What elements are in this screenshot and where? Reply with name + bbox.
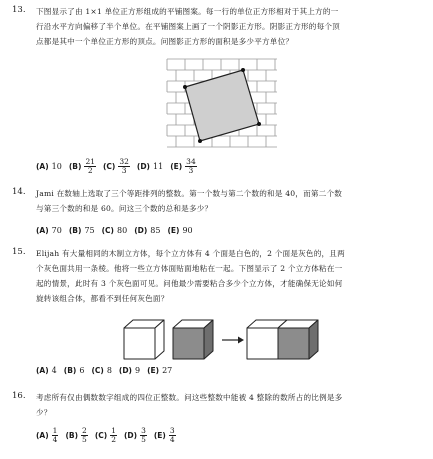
choice-value: 70 [51, 226, 62, 235]
choice-label: (A) [36, 162, 49, 171]
choice-value: 9 [135, 366, 141, 375]
choice-fraction [52, 427, 59, 444]
numerator: 32 [119, 157, 129, 166]
numerator: 3 [169, 426, 175, 435]
cube-figure [0, 314, 433, 364]
question-line: 下图显示了由 1×1 单位正方形组成的平铺图案。每一行的单位正方形相对于其上方的一 [36, 7, 339, 16]
question-line: 行沿水平方向偏移了半个单位。在平铺图案上画了一个阴影正方形。阴影正方形的每个顶 [36, 22, 340, 31]
choice-value: 80 [117, 226, 128, 235]
answer-choices [36, 427, 176, 444]
choice-label: (A) [36, 431, 49, 440]
numerator: 34 [186, 157, 196, 166]
choice-label: (C) [91, 366, 104, 375]
answer-choices [36, 226, 193, 235]
choice-value: 10 [51, 162, 62, 171]
choice-d[interactable] [134, 226, 160, 235]
choice-label: (B) [68, 162, 82, 171]
question-line: 起的情景，此时有 3 个灰色面可见。问他最少需要粘合多少个立方体，才能确保无论如何 [36, 279, 343, 288]
choice-value: 6 [79, 366, 85, 375]
choice-fraction [110, 427, 117, 444]
vertex-point [257, 122, 261, 126]
answer-choices [36, 366, 172, 375]
choice-e[interactable] [170, 158, 197, 175]
numerator: 1 [111, 426, 116, 435]
denominator: 5 [141, 435, 146, 444]
question-text [36, 186, 417, 216]
choice-label: (C) [101, 226, 114, 235]
choice-c[interactable] [95, 427, 117, 444]
denominator: 4 [169, 435, 175, 444]
question-line: 与第三个数的和是 60。问这三个数的总和是多少？ [36, 204, 213, 213]
choice-label: (B) [65, 431, 79, 440]
vertex-point [183, 85, 187, 89]
answer-choices [36, 158, 197, 175]
choice-d[interactable] [124, 427, 147, 444]
numerator: 21 [85, 157, 95, 166]
vertex-point [241, 68, 245, 72]
choice-fraction [118, 158, 130, 175]
numerator: 1 [52, 426, 58, 435]
question-line: 少？ [36, 408, 52, 417]
choice-label: (D) [118, 366, 132, 375]
question-line: 考虑所有仅由偶数数字组成的四位正整数。问这些整数中能被 4 整除的数所占的比例是多 [36, 393, 343, 402]
choice-label: (B) [68, 226, 82, 235]
white-cube [124, 320, 164, 359]
question-text [36, 390, 417, 420]
choice-label: (A) [36, 226, 49, 235]
choice-c[interactable] [103, 158, 130, 175]
choice-label: (A) [36, 366, 49, 375]
vertex-point [198, 139, 202, 143]
choice-b[interactable] [69, 226, 95, 235]
denominator: 3 [188, 166, 194, 175]
choice-value: 75 [84, 226, 95, 235]
choice-b[interactable] [65, 427, 87, 444]
question-number: 14. [12, 187, 26, 197]
choice-e[interactable] [167, 226, 192, 235]
choice-fraction [185, 158, 197, 175]
denominator: 3 [121, 166, 127, 175]
choice-label: (E) [167, 226, 180, 235]
arrow-icon [222, 337, 244, 344]
choice-label: (C) [102, 162, 116, 171]
choice-d[interactable] [137, 162, 163, 171]
choice-label: (B) [63, 366, 77, 375]
choice-a[interactable] [36, 427, 58, 444]
denominator: 2 [111, 435, 116, 444]
choice-c[interactable] [102, 226, 128, 235]
choice-e[interactable] [154, 427, 176, 444]
choice-a[interactable] [36, 226, 62, 235]
choice-b[interactable] [69, 158, 96, 175]
choice-a[interactable] [36, 366, 57, 375]
question-line: Elijah 有大量相同的木制立方体，每个立方体有 4 个面是白色的，2 个面是灰色的，且两 [36, 249, 345, 258]
choice-value: 4 [51, 366, 57, 375]
question-number: 16. [12, 391, 26, 401]
choice-label: (E) [153, 431, 166, 440]
choice-value: 8 [106, 366, 112, 375]
question-line: 个灰色面共用一条棱。他将一些立方体面贴面地粘在一起。下图显示了 2 个立方体粘在一 [36, 264, 343, 273]
question-line: Jami 在数轴上选取了三个等距排列的整数。第一个数与第二个数的和是 40，而第二个数 [36, 189, 343, 198]
choice-value: 85 [150, 226, 161, 235]
choice-label: (D) [123, 431, 138, 440]
denominator: 2 [87, 166, 93, 175]
denominator: 4 [52, 435, 58, 444]
choice-fraction [81, 427, 88, 444]
question-text [36, 246, 417, 306]
choice-value: 11 [153, 162, 164, 171]
choice-label: (E) [170, 162, 183, 171]
question-number: 13. [12, 5, 26, 15]
choice-value: 90 [182, 226, 193, 235]
choice-value: 27 [162, 366, 173, 375]
question-number: 15. [12, 247, 26, 257]
choice-a[interactable] [36, 162, 62, 171]
choice-label: (E) [147, 366, 160, 375]
tiling-figure [0, 55, 433, 155]
numerator: 2 [82, 426, 87, 435]
choice-d[interactable] [119, 366, 140, 375]
choice-label: (D) [134, 226, 148, 235]
choice-fraction [140, 427, 147, 444]
glued-cubes [247, 320, 318, 359]
choice-label: (C) [94, 431, 108, 440]
choice-b[interactable] [64, 366, 85, 375]
choice-e[interactable] [147, 366, 172, 375]
choice-label: (D) [136, 162, 150, 171]
choice-c[interactable] [91, 366, 111, 375]
question-line: 旋转该组合体，都看不到任何灰色面？ [36, 294, 169, 303]
denominator: 5 [82, 435, 87, 444]
choice-fraction [84, 158, 96, 175]
choice-fraction [169, 427, 176, 444]
numerator: 3 [141, 426, 146, 435]
question-line: 点都是其中一个单位正方形的顶点。问图影正方形的面积是多少平方单位？ [36, 37, 294, 46]
question-text [36, 4, 417, 49]
gray-cube [173, 320, 213, 359]
